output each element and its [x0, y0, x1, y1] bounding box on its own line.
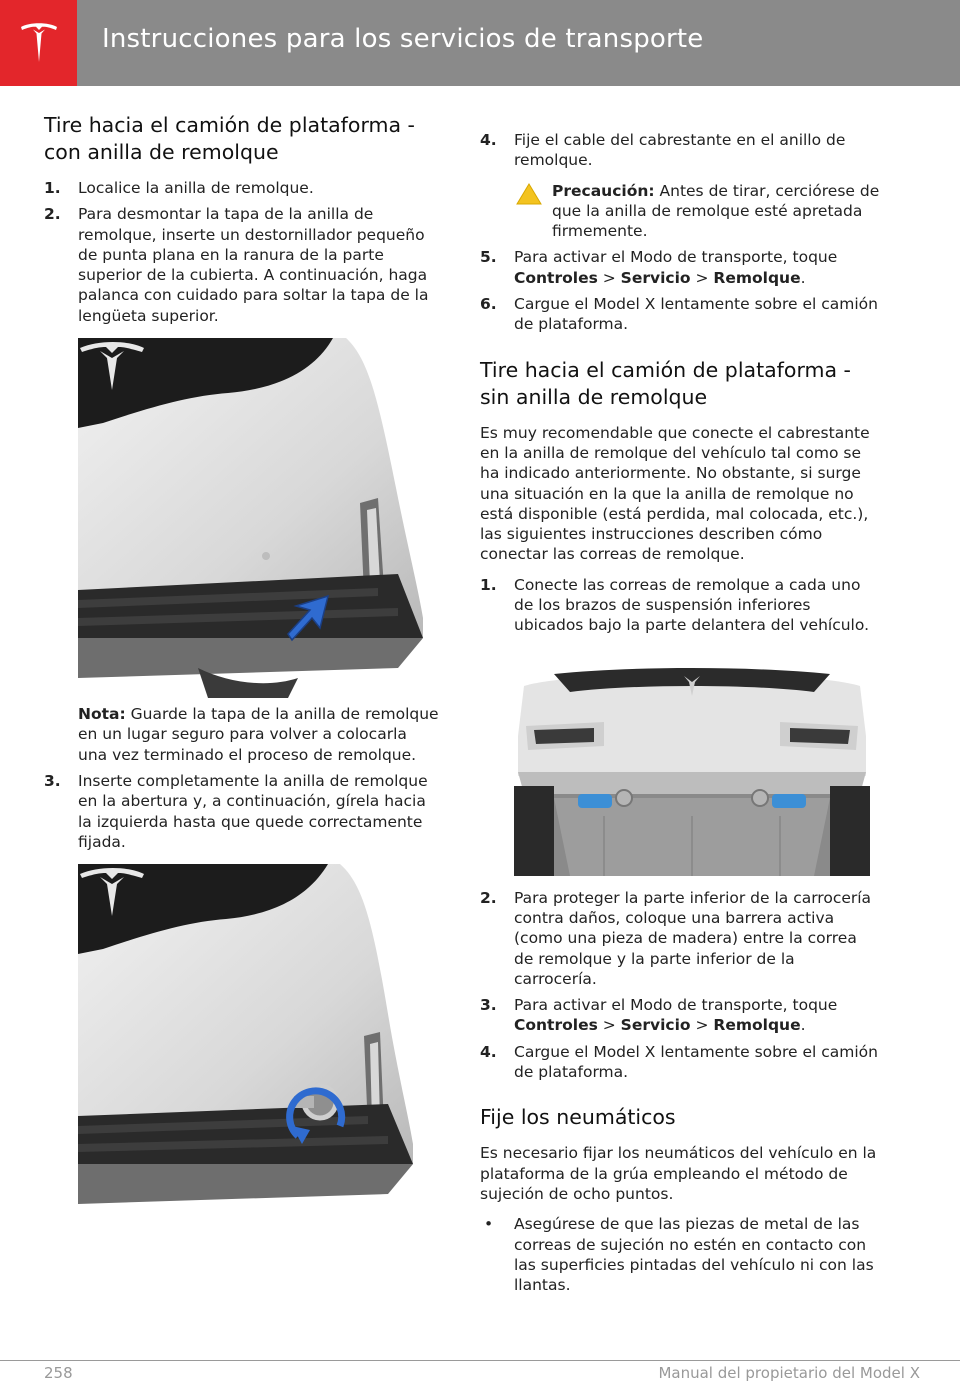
step-item: [480, 130, 880, 171]
step-item: [44, 204, 439, 326]
menu-path-controls: Controles: [514, 268, 598, 287]
figure-remove-tow-cover: [78, 338, 439, 698]
step-item: [480, 1042, 880, 1083]
paragraph-secure-tires: Es necesario fijar los neumáticos del vehículo en la plataforma de la grúa empleando el método de sujeción de ocho puntos.: [480, 1144, 877, 1203]
caution-text: Antes de tirar, cerciórese de que la anilla de remolque esté apretada firmemente.: [552, 181, 880, 241]
bullet-item: [480, 1214, 880, 1295]
caution: [480, 181, 880, 242]
page-header: [0, 0, 960, 86]
left-column: [44, 112, 439, 1224]
section-heading-with-tow-eye: Tire hacia el camión de plataforma - con anilla de remolque: [44, 113, 415, 164]
figure-insert-tow-eye: [78, 864, 439, 1224]
footer-manual-title: Manual del propietario del Model X: [658, 1364, 920, 1382]
right-column: [480, 130, 880, 1301]
step-item: [480, 575, 880, 636]
paragraph-intro: Es muy recomendable que conecte el cabrestante en la anilla de remolque del vehículo tal como se ha indicado anteriormente. No obstante, si surge una situación en la que la anilla de remolque no está disponible (está perdida, mal colocada, etc.), las siguientes instrucciones describen cómo conectar las correas de remolque.: [480, 423, 870, 564]
note: [44, 704, 439, 765]
strap-left: [578, 794, 612, 808]
section-heading-without-tow-eye: Tire hacia el camión de plataforma - sin anilla de remolque: [480, 357, 851, 409]
step-number: 3.: [44, 771, 61, 790]
step-number: 1.: [44, 179, 61, 197]
tesla-logo-icon: [19, 21, 59, 65]
bullet-dot: •: [484, 1215, 494, 1234]
menu-path-service: Servicio: [620, 268, 691, 287]
step-number: 2.: [44, 205, 61, 224]
section-heading-secure-tires: Fije los neumáticos: [480, 1105, 676, 1130]
step-text: Fije el cable del cabrestante en el anillo de remolque.: [514, 131, 846, 170]
sentence-end: .: [800, 268, 806, 287]
step-number: 5.: [480, 248, 497, 267]
step-item: [480, 247, 880, 288]
menu-path-service: Servicio: [620, 1016, 691, 1035]
step-number: 6.: [480, 295, 497, 314]
page-number: 258: [44, 1364, 73, 1382]
strap-right: [772, 794, 806, 808]
path-separator: >: [690, 268, 714, 287]
bullet-text: Asegúrese de que las piezas de metal de las correas de sujeción no estén en contacto con las superficies pintadas del vehículo ni con las llantas.: [514, 1215, 874, 1295]
figure-tow-straps-underside: [514, 666, 870, 876]
step-number: 1.: [480, 575, 497, 594]
step-text: Localice la anilla de remolque.: [78, 179, 314, 197]
step-number: 3.: [480, 996, 497, 1015]
footer-divider: [0, 1360, 960, 1361]
car-underside-illustration: [514, 666, 870, 876]
caution-label: Precaución:: [552, 181, 655, 200]
menu-path-towing: Remolque: [713, 268, 801, 287]
note-text: Guarde la tapa de la anilla de remolque en un lugar seguro para volver a colocarla una vez terminado el proceso de remolque.: [78, 705, 439, 764]
step-number: 4.: [480, 131, 497, 149]
step-number: 2.: [480, 888, 497, 907]
step-item: [480, 294, 880, 335]
step-number: 4.: [480, 1042, 497, 1061]
menu-path-towing: Remolque: [713, 1016, 801, 1035]
step-item: [480, 995, 880, 1036]
step-text: Cargue el Model X lentamente sobre el camión de plataforma.: [514, 1042, 878, 1082]
path-separator: >: [597, 268, 621, 287]
car-front-tow-eye-illustration: [78, 864, 439, 1224]
step-text: Para activar el Modo de transporte, toque: [514, 248, 838, 267]
car-front-illustration: [78, 338, 439, 698]
step-item: [44, 178, 439, 198]
path-separator: >: [690, 1016, 714, 1035]
step-text: Inserte completamente la anilla de remolque en la abertura y, a continuación, gírela hacia la izquierda hasta que quede correctamente fijada.: [78, 771, 428, 851]
step-text: Para proteger la parte inferior de la carrocería contra daños, coloque una barrera activa (como una pieza de madera) entre la correa de remolque y la parte inferior de la carrocería.: [514, 888, 872, 988]
step-text: Para desmontar la tapa de la anilla de remolque, inserte un destornillador pequeño de punta plana en la ranura de la parte superior de la cubierta. A continuación, haga palanca con cuidado para soltar la tapa de la lengüeta superior.: [78, 205, 429, 325]
step-text: Para activar el Modo de transporte, toque: [514, 996, 838, 1015]
warning-icon: [516, 183, 542, 205]
step-text: Conecte las correas de remolque a cada uno de los brazos de suspensión inferiores ubicados bajo la parte delantera del vehículo.: [514, 575, 870, 635]
tesla-logo: [0, 0, 77, 86]
note-label: Nota:: [78, 705, 126, 724]
step-item: [44, 771, 439, 852]
step-text: Cargue el Model X lentamente sobre el camión de plataforma.: [514, 295, 878, 334]
page-header-title: Instrucciones para los servicios de transporte: [102, 24, 704, 54]
menu-path-controls: Controles: [514, 1016, 598, 1035]
sentence-end: .: [800, 1016, 806, 1035]
step-item: [480, 888, 880, 989]
path-separator: >: [597, 1016, 621, 1035]
